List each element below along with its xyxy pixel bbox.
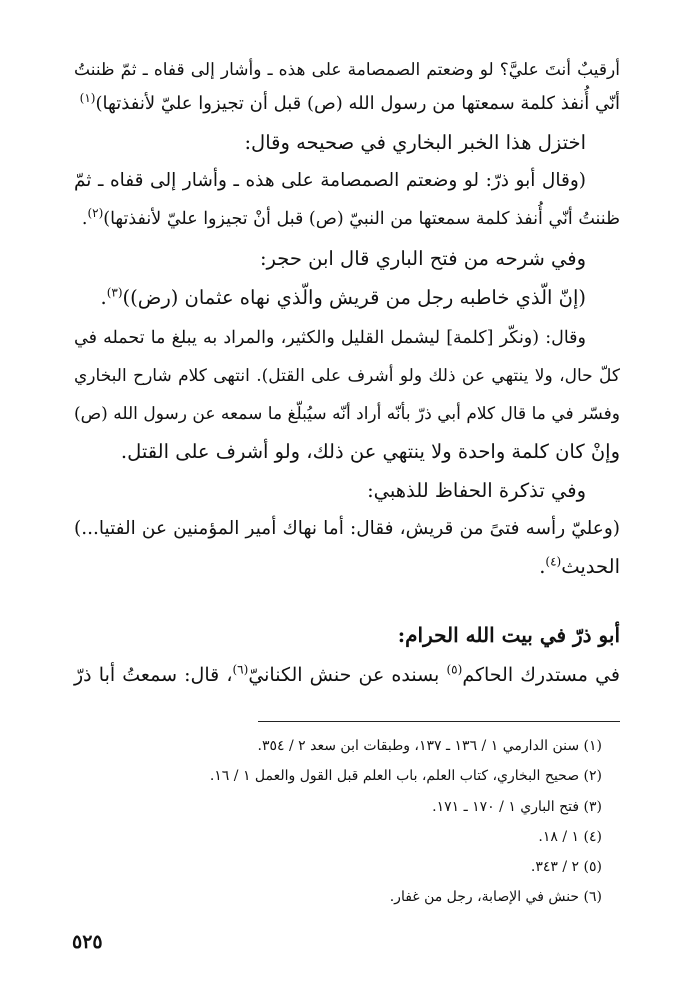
footnote-ref-2: (٢) xyxy=(87,206,104,221)
body-line-6: وفي شرحه من فتح الباري قال ابن حجر: xyxy=(259,247,586,270)
body-line-3: اختزل هذا الخبر البخاري في صحيحه وقال: xyxy=(244,131,586,154)
body-line-8: وقال: (ونكّر [كلمة] ليشمل القليل والكثير، والمراد به يبلغ ما تحمله في xyxy=(74,328,586,348)
footnote-ref-3: (٣) xyxy=(106,285,123,300)
body-line-4: (وقال أبو ذرّ: لو وضعتم الصمصامة على هذه ـ وأشار إلى قفاه ـ ثمّ xyxy=(74,170,586,191)
body-line-7-text: (إنّ الّذي خاطبه رجل من قريش والّذي نهاه عثمان (رض)) xyxy=(122,286,586,309)
body-line-5-text: ظننتُ أنّي أُنفذ كلمة سمعتها من النبيّ (ص) قبل أنْ تجيزوا عليّ لأنفذتها) xyxy=(103,209,620,229)
body-line-1: أرقيبٌ أنتَ عليَّ؟ لو وضعتم الصمصامة على هذه ـ وأشار إلى قفاه ـ ثمّ ظننتُ xyxy=(74,60,620,80)
body-line-11: وإنْ كان كلمة واحدة ولا ينتهي عن ذلك، ولو أشرف على القتل. xyxy=(120,440,620,463)
footnote-3: (٣) فتح الباري ١ / ١٧٠ ـ ١٧١. xyxy=(432,799,602,815)
body-line-5: ظننتُ أنّي أُنفذ كلمة سمعتها من النبيّ (ص) قبل أنْ تجيزوا عليّ لأنفذتها)$^{(٢)}$. xyxy=(81,206,620,229)
footnote-6: (٦) حنش في الإصابة، رجل من غفار. xyxy=(389,889,602,905)
footnote-ref-5: (٥) xyxy=(446,662,463,677)
footnote-1: (١) سنن الدارمي ١ / ١٣٦ ـ ١٣٧، وطبقات ابن سعد ٢ / ٣٥٤. xyxy=(257,738,602,754)
body-line-12: وفي تذكرة الحفاظ للذهبي: xyxy=(367,479,586,502)
footnote-5: (٥) ٢ / ٣٤٣. xyxy=(530,859,602,875)
body-line-2-text: أنّي أُنفذ كلمة سمعتها من رسول الله (ص) قبل أن تجيزوا عليّ لأنفذتها) xyxy=(95,93,620,114)
footnote-ref-6: (٦) xyxy=(232,662,249,677)
body-line-15-part3: ، قال: سمعتُ أبا ذرّ xyxy=(74,664,233,686)
footnote-ref-1: (١) xyxy=(79,91,96,105)
footnote-separator xyxy=(258,721,620,722)
body-line-10: وفسّر في ما قال كلام أبي ذرّ بأنّه أراد أنّه سيُبلّغ ما سمعه عن رسول الله (ص) xyxy=(74,404,620,424)
footnote-4: (٤) ١ / ١٨. xyxy=(538,829,602,845)
body-line-15 xyxy=(74,660,620,690)
footnote-2: (٢) صحيح البخاري، كتاب العلم، باب العلم قبل القول والعمل ١ / ١٦. xyxy=(209,768,602,784)
footnote-ref-4: (٤) xyxy=(545,554,562,569)
body-line-9: كلّ حال، ولا ينتهي عن ذلك ولو أشرف على القتل). انتهى كلام شارح البخاري xyxy=(74,366,620,386)
body-line-14: الحديث$^{(٤)}$. xyxy=(539,554,620,578)
section-heading: أبو ذرّ في بيت الله الحرام: xyxy=(397,623,620,647)
body-line-15-part2: بسنده عن حنش الكنانيّ xyxy=(248,664,447,686)
body-line-13: (وعليّ رأسه فتىً من قريش، فقال: أما نهاك أمير المؤمنين عن الفتيا...) xyxy=(74,518,620,539)
body-line-7: (إنّ الّذي خاطبه رجل من قريش والّذي نهاه عثمان (رض))$^{(٣)}$. xyxy=(100,285,586,309)
body-line-15-part1: في مستدرك الحاكم xyxy=(462,664,620,686)
body-line-2 xyxy=(74,89,620,119)
page-number: ٥٢٥ xyxy=(72,931,103,953)
body-line-14-text: الحديث xyxy=(561,555,620,578)
